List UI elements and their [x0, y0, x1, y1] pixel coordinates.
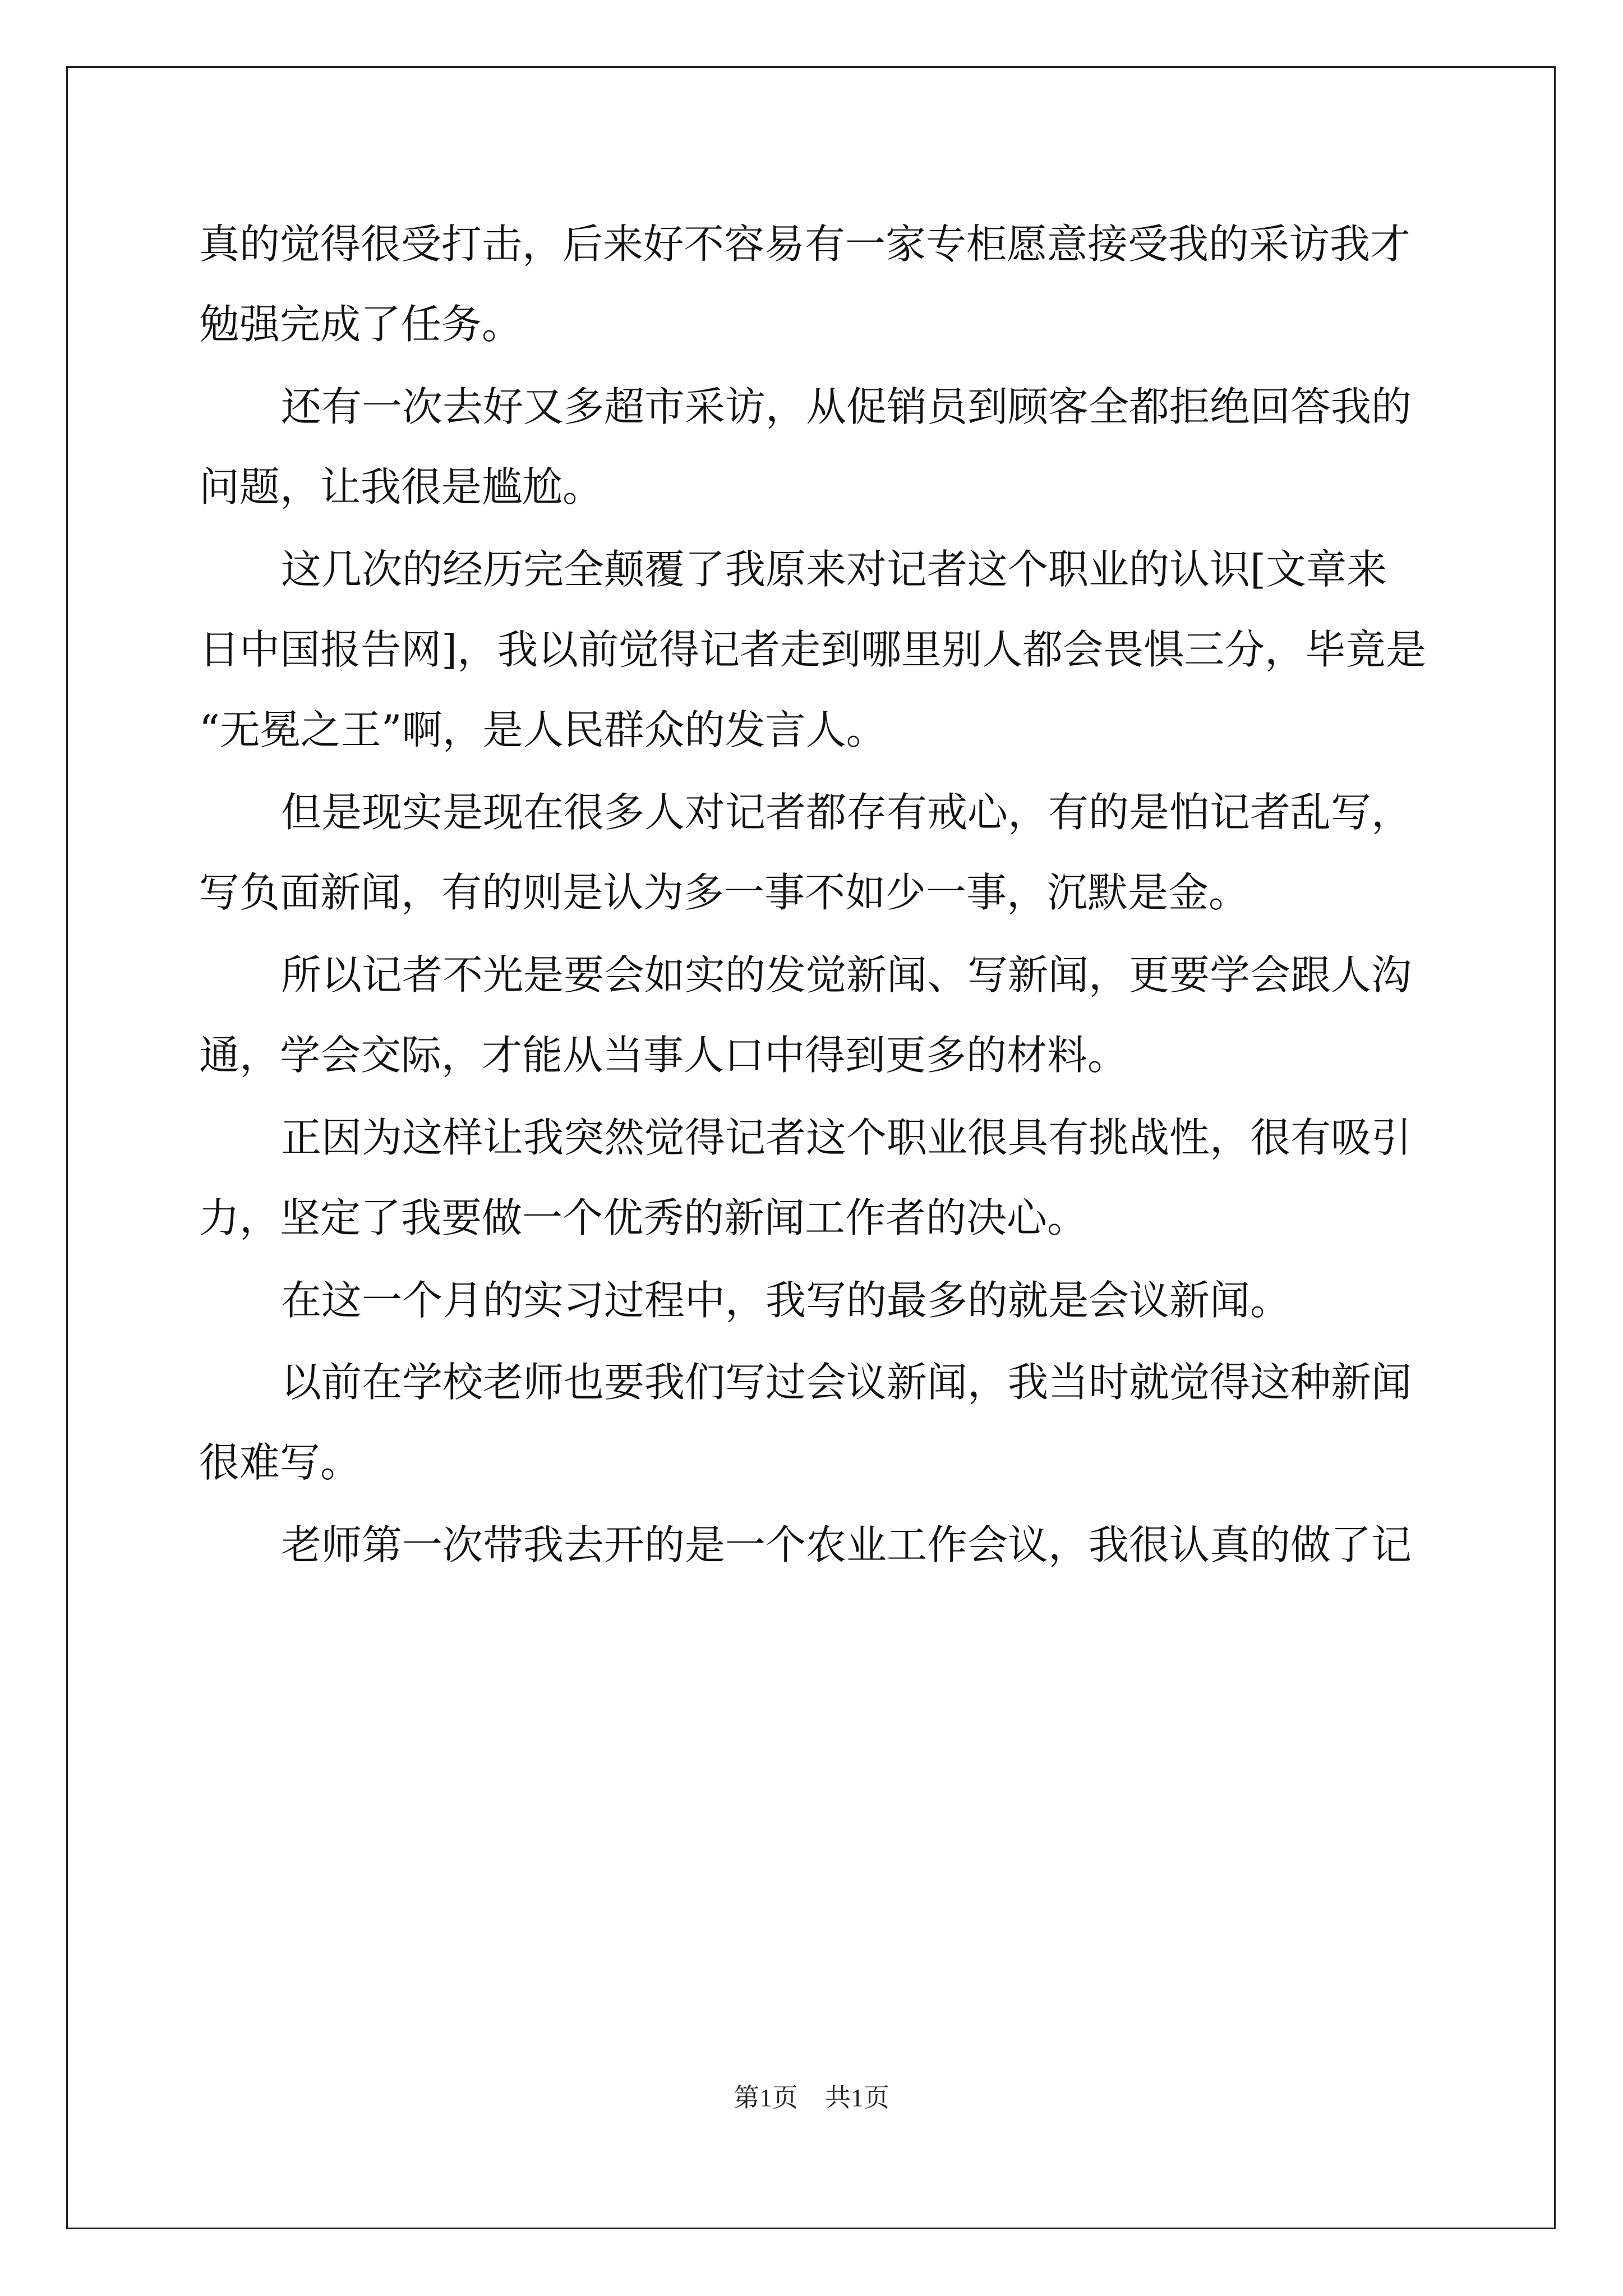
page-footer	[0, 2081, 1623, 2115]
text-line: “无冕之王”啊，是人民群众的发言人。	[199, 706, 887, 753]
text-line: 在这一个月的实习过程中，我写的最多的就是会议新闻。	[281, 1277, 1291, 1324]
text-line: 这几次的经历完全颠覆了我原来对记者这个职业的认识[文章来	[281, 546, 1387, 593]
text-line: 勉强完成了任务。	[199, 301, 523, 348]
text-line: 正因为这样让我突然觉得记者这个职业很具有挑战性，很有吸引	[281, 1114, 1412, 1161]
text-line: 但是现实是现在很多人对记者都存有戒心，有的是怕记者乱写，	[281, 789, 1412, 836]
text-line: 问题，让我很是尴尬。	[199, 463, 603, 510]
text-line: 还有一次去好又多超市采访，从促销员到顾客全都拒绝回答我的	[281, 383, 1412, 430]
text-line: 日中国报告网]，我以前觉得记者走到哪里别人都会畏惧三分，毕竟是	[199, 626, 1427, 673]
text-line: 老师第一次带我去开的是一个农业工作会议，我很认真的做了记	[281, 1521, 1412, 1568]
text-line: 很难写。	[199, 1439, 361, 1486]
text-line: 写负面新闻，有的则是认为多一事不如少一事，沉默是金。	[199, 869, 1249, 916]
page-total: 共1页	[825, 2083, 889, 2112]
text-line: 通，学会交际，才能从当事人口中得到更多的材料。	[199, 1032, 1128, 1079]
text-line: 以前在学校老师也要我们写过会议新闻，我当时就觉得这种新闻	[281, 1359, 1412, 1406]
text-line: 真的觉得很受打击，后来好不容易有一家专柜愿意接受我的采访我才	[199, 220, 1411, 268]
text-line: 力，坚定了我要做一个优秀的新闻工作者的决心。	[199, 1194, 1088, 1241]
text-line: 所以记者不光是要会如实的发觉新闻、写新闻，更要学会跟人沟	[281, 951, 1412, 999]
page-number: 第1页	[734, 2083, 798, 2112]
